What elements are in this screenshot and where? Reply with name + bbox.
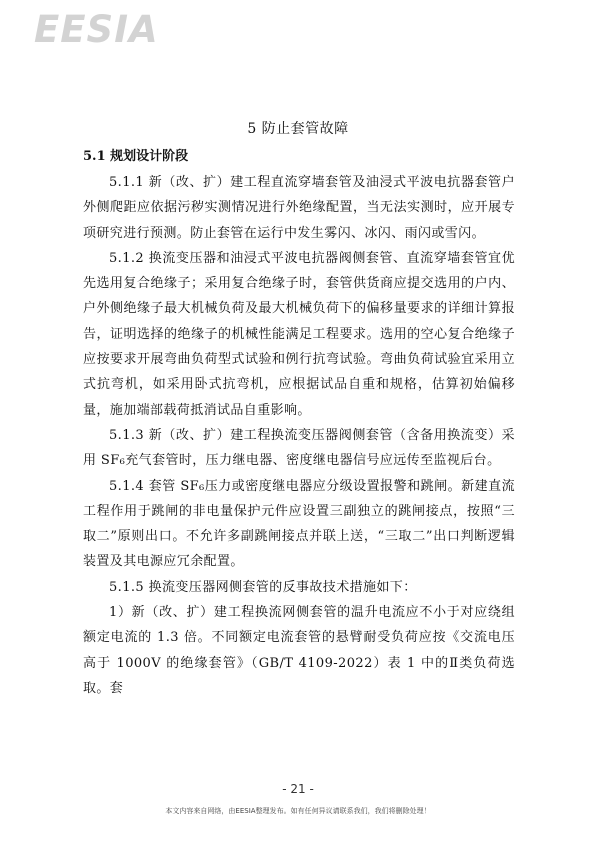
- footer-notice: 本文内容来自网络，由EESIA整理发布。如有任何异议请联系我们，我们将删除处理！: [165, 807, 431, 815]
- section-title: 5 防止套管故障: [247, 121, 349, 137]
- paragraph-5-1-4: 5.1.4 套管 SF₆压力或密度继电器应分级设置报警和跳闸。新建直流工程作用于跳闸的非电量保护元件应设置三副独立的跳闸接点，按照“三取二”原则出口。不允许多副跳闸接点并联上送，“三取二”出口判断逻辑装置及其电源应冗余配置。: [83, 478, 515, 570]
- page-number: - 21 -: [282, 782, 314, 796]
- paragraph-5-1-2: 5.1.2 换流变压器和油浸式平波电抗器阀侧套管、直流穿墙套管宜优先选用复合绝缘子；采用复合绝缘子时，套管供货商应提交选用的户内、户外侧绝缘子最大机械负荷及最大机械负荷下的偏移量要求的详细计算报告，证明选择的绝缘子的机械性能满足工程要求。选用的空心复合绝缘子应按要求开展弯曲负荷型式试验和例行抗弯试验。弯曲负荷试验宜采用立式抗弯机，如采用卧式抗弯机，应根据试品自重和规格，估算初始偏移量，施加端部载荷抵消试品自重影响。: [83, 250, 515, 418]
- paragraph-item-1: 1）新（改、扩）建工程换流网侧套管的温升电流应不小于对应绕组额定电流的 1.3 倍。不同额定电流套管的悬臂耐受负荷应按《交流电压高于 1000V 的绝缘套管》（GB/T 4109-2022）表 1 中的Ⅱ类负荷选取。套: [83, 605, 515, 696]
- eesia-logo: [34, 8, 159, 51]
- body-text: [83, 170, 515, 701]
- subsection-heading: 5.1 规划设计阶段: [83, 149, 189, 164]
- paragraph-5-1-1: 5.1.1 新（改、扩）建工程直流穿墙套管及油浸式平波电抗器套管户外侧爬距应依据污秽实测情况进行外绝缘配置，当无法实测时，应开展专项研究进行预测。防止套管在运行中发生雾闪、冰闪、雨闪或雪闪。: [83, 175, 515, 241]
- logo-text: EESIA: [34, 8, 159, 51]
- paragraph-5-1-3: 5.1.3 新（改、扩）建工程换流变压器阀侧套管（含备用换流变）采用 SF₆充气套管时，压力继电器、密度继电器信号应远传至监视后台。: [83, 427, 515, 469]
- paragraph-5-1-5: 5.1.5 换流变压器网侧套管的反事故技术措施如下：: [109, 579, 417, 595]
